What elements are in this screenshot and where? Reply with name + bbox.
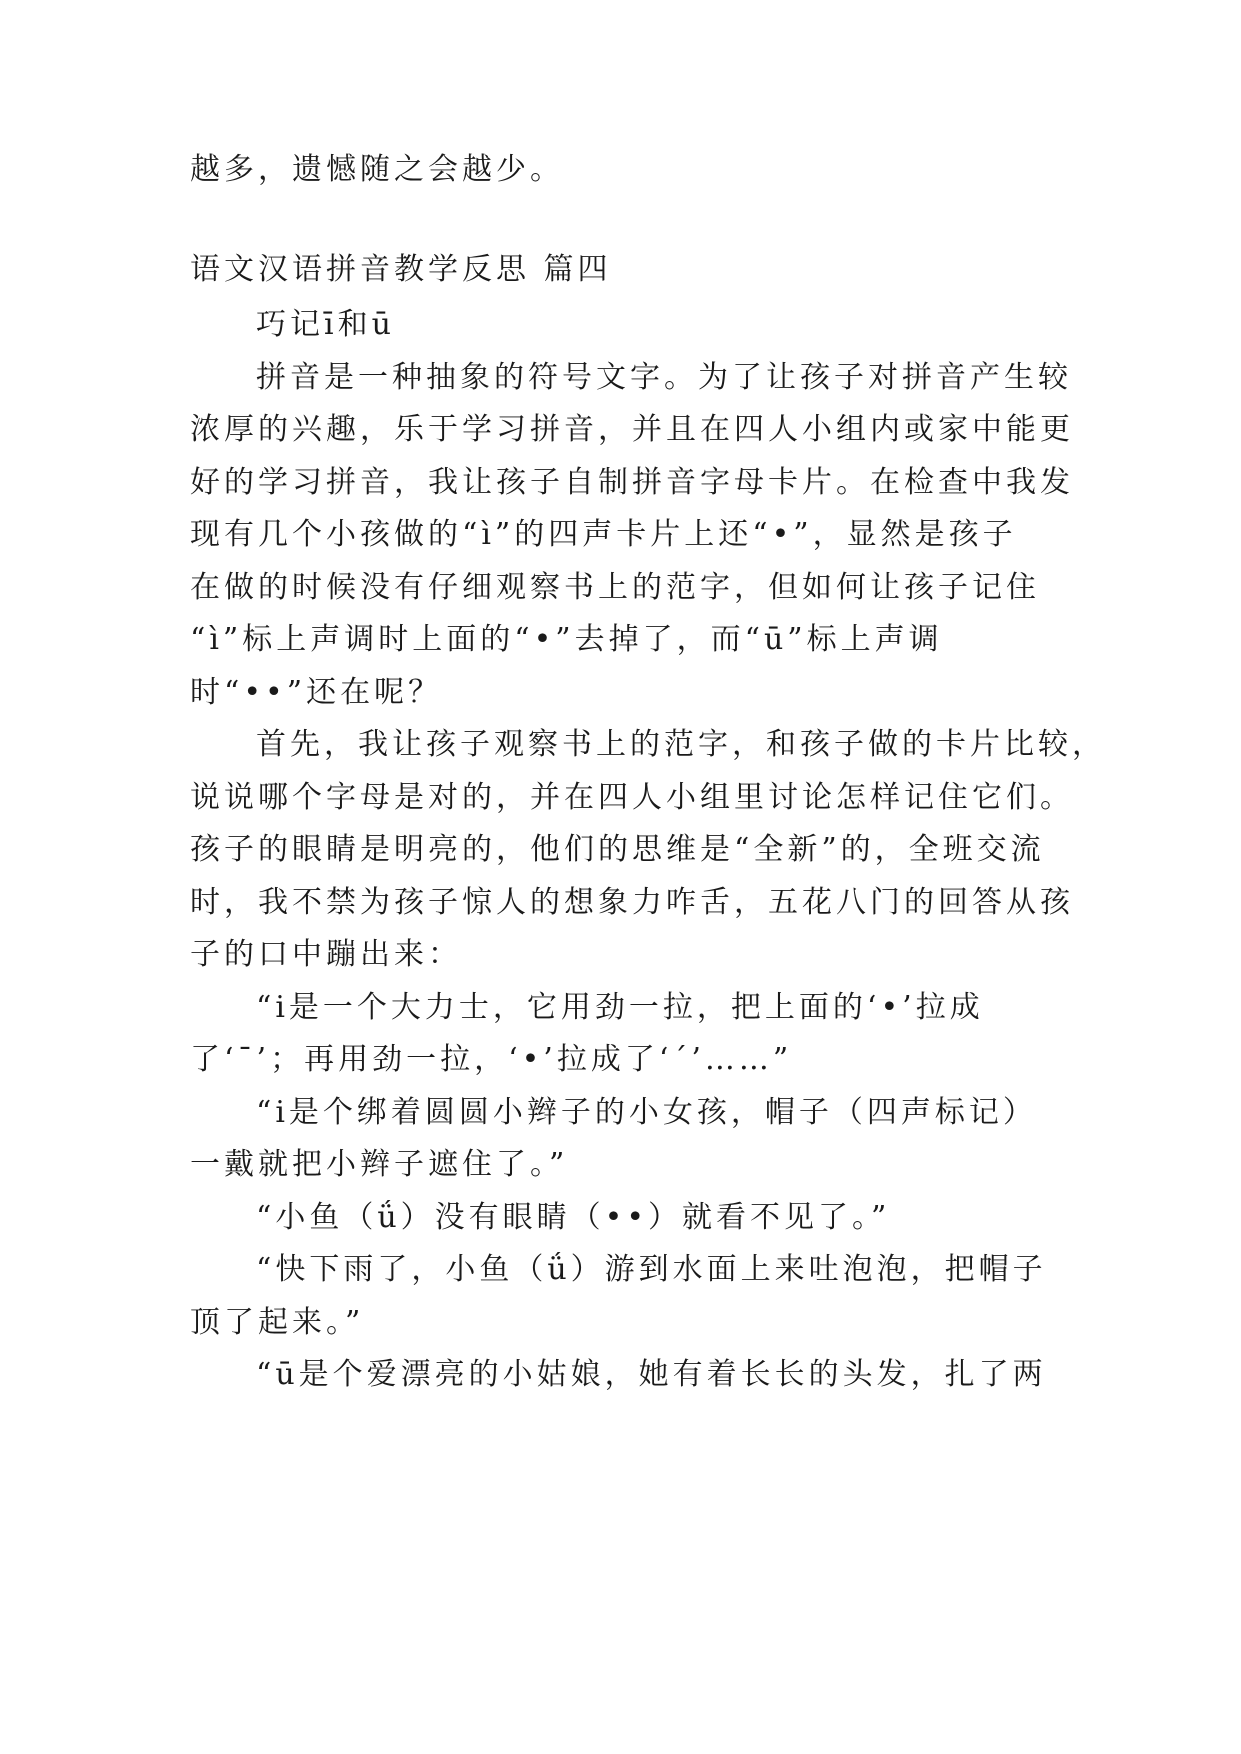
section-heading: 语文汉语拼音教学反思 篇四 bbox=[190, 252, 612, 287]
paragraph-line: 子的口中蹦出来： bbox=[190, 937, 462, 972]
quote-line: “ū是个爱漂亮的小姑娘，她有着长长的头发，扎了两 bbox=[256, 1357, 1047, 1392]
quote-line: 了‘ˉ’；再用劲一拉，‘•’拉成了‘ˊ’……” bbox=[190, 1042, 793, 1077]
paragraph-line: 首先，我让孩子观察书上的范字，和孩子做的卡片比较， bbox=[256, 727, 1106, 762]
quote-line: “i是一个大力士，它用劲一拉，把上面的‘•’拉成 bbox=[256, 990, 984, 1025]
quote-line: 顶了起来。” bbox=[190, 1305, 365, 1340]
subheading: 巧记ī和ū bbox=[256, 307, 395, 342]
paragraph-line: “ì”标上声调时上面的“•”去掉了，而“ū”标上声调 bbox=[190, 622, 943, 657]
quote-line: “快下雨了，小鱼（ǘ）游到水面上来吐泡泡，把帽子 bbox=[256, 1252, 1047, 1287]
quote-line: “小鱼（ǘ）没有眼睛（••）就看不见了。” bbox=[256, 1200, 891, 1235]
paragraph-line: 说说哪个字母是对的，并在四人小组里讨论怎样记住它们。 bbox=[190, 780, 1074, 815]
paragraph-line: 在做的时候没有仔细观察书上的范字，但如何让孩子记住 bbox=[190, 570, 1040, 605]
quote-line: “i是个绑着圆圆小辫子的小女孩，帽子（四声标记） bbox=[256, 1095, 1037, 1130]
paragraph-line: 时，我不禁为孩子惊人的想象力咋舌，五花八门的回答从孩 bbox=[190, 885, 1074, 920]
paragraph-line: 拼音是一种抽象的符号文字。为了让孩子对拼音产生较 bbox=[256, 360, 1072, 395]
paragraph-line: 越多，遗憾随之会越少。 bbox=[190, 152, 564, 187]
paragraph-line: 现有几个小孩做的“ì”的四声卡片上还“•”，显然是孩子 bbox=[190, 517, 1017, 552]
paragraph-line: 孩子的眼睛是明亮的，他们的思维是“全新”的，全班交流 bbox=[190, 832, 1045, 867]
paragraph-line: 浓厚的兴趣，乐于学习拼音，并且在四人小组内或家中能更 bbox=[190, 412, 1074, 447]
quote-line: 一戴就把小辫子遮住了。” bbox=[190, 1147, 569, 1182]
paragraph-line: 时“••”还在呢？ bbox=[190, 675, 443, 710]
paragraph-line: 好的学习拼音，我让孩子自制拼音字母卡片。在检查中我发 bbox=[190, 465, 1074, 500]
